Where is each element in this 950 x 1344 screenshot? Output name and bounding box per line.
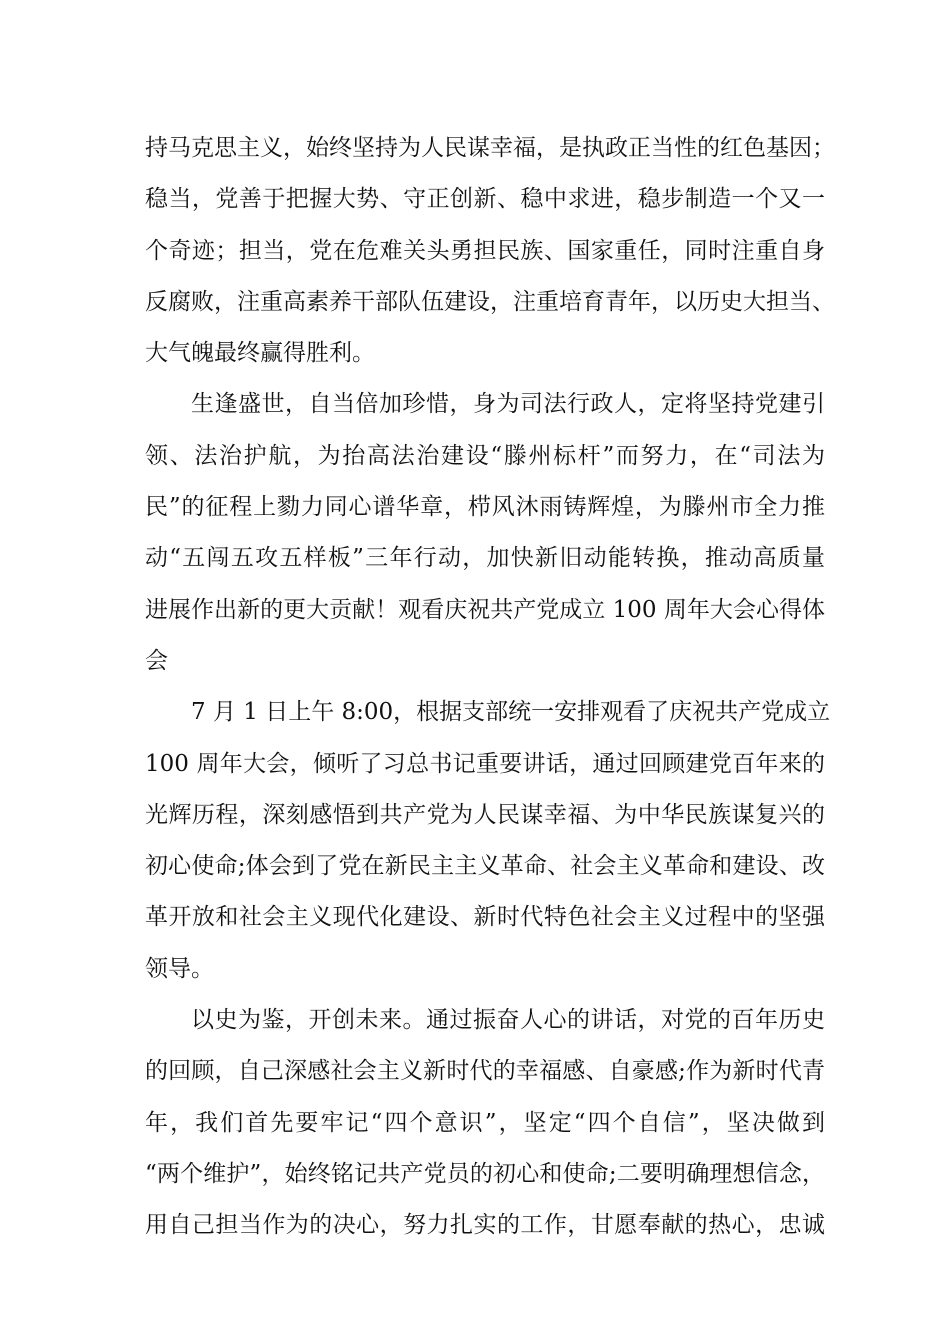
text-line: 100 周年大会，倾听了习总书记重要讲话，通过回顾建党百年来的 bbox=[145, 750, 825, 777]
text-line: 革开放和社会主义现代化建设、新时代特色社会主义过程中的坚强 bbox=[145, 904, 825, 931]
text-line: “两个维护”，始终铭记共产党员的初心和使命;二要明确理想信念， bbox=[145, 1160, 825, 1187]
text-line: 稳当，党善于把握大势、守正创新、稳中求进，稳步制造一个又一 bbox=[145, 186, 825, 213]
paragraph bbox=[145, 687, 831, 995]
text-line: 动“五闯五攻五样板”三年行动，加快新旧动能转换，推动高质量 bbox=[145, 545, 825, 572]
text-line: 年，我们首先要牢记“四个意识”，坚定“四个自信”，坚决做到 bbox=[145, 1109, 825, 1136]
text-line: 民”的征程上勠力同心谱华章，栉风沐雨铸辉煌，为滕州市全力推 bbox=[145, 494, 825, 521]
text-line: 领、法治护航，为抬高法治建设“滕州标杆”而努力，在“司法为 bbox=[145, 442, 825, 469]
text-line: 光辉历程，深刻感悟到共产党为人民谋幸福、为中华民族谋复兴的 bbox=[145, 801, 825, 828]
document-body bbox=[145, 123, 835, 1252]
text-line: 用自己担当作为的决心，努力扎实的工作，甘愿奉献的热心，忠诚 bbox=[145, 1212, 825, 1239]
paragraph bbox=[145, 123, 835, 379]
text-line: 领导。 bbox=[145, 955, 214, 982]
text-line: 生逢盛世，自当倍加珍惜，身为司法行政人，定将坚持党建引 bbox=[191, 391, 825, 418]
text-line: 持马克思主义，始终坚持为人民谋幸福，是执政正当性的红色基因； bbox=[145, 135, 835, 161]
text-line: 以史为鉴，开创未来。通过振奋人心的讲话，对党的百年历史 bbox=[191, 1007, 825, 1034]
paragraph bbox=[145, 379, 825, 687]
text-line: 反腐败，注重高素养干部队伍建设，注重培育青年，以历史大担当、 bbox=[145, 288, 835, 315]
paragraph bbox=[145, 995, 825, 1251]
text-line: 的回顾，自己深感社会主义新时代的幸福感、自豪感;作为新时代青 bbox=[145, 1058, 825, 1085]
text-line: 个奇迹；担当，党在危难关头勇担民族、国家重任，同时注重自身 bbox=[145, 237, 825, 264]
text-line: 会 bbox=[145, 647, 168, 674]
text-line: 进展作出新的更大贡献！观看庆祝共产党成立 100 周年大会心得体 bbox=[145, 596, 825, 623]
text-line: 初心使命;体会到了党在新民主主义革命、社会主义革命和建设、改 bbox=[145, 853, 825, 880]
text-line: 大气魄最终赢得胜利。 bbox=[145, 340, 375, 367]
text-line: 7 月 1 日上午 8:00，根据支部统一安排观看了庆祝共产党成立 bbox=[191, 699, 831, 726]
